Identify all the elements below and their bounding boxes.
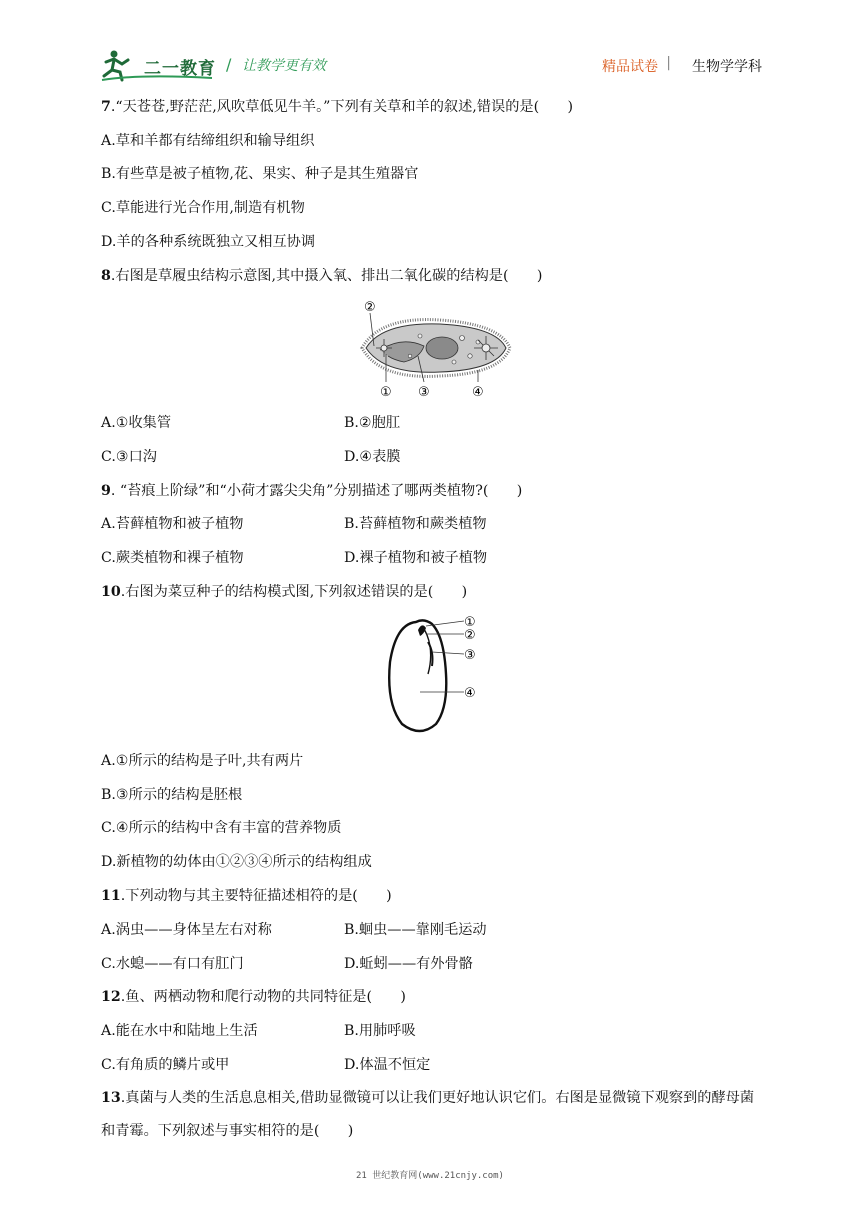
- question-number: 12: [101, 989, 121, 1005]
- q12-option-a: A.能在水中和陆地上生活: [101, 1023, 258, 1039]
- label-1: ①: [464, 615, 476, 630]
- label-3: ③: [418, 385, 430, 400]
- label-4: ④: [472, 385, 484, 400]
- question-text: .鱼、两栖动物和爬行动物的共同特征是( ): [120, 989, 406, 1005]
- brand-slogan: 让教学更有效: [242, 58, 326, 74]
- question-9-stem: [101, 481, 522, 501]
- question-number: 11: [101, 888, 121, 904]
- q10-option-d: D.新植物的幼体由①②③④所示的结构组成: [101, 854, 372, 870]
- question-number: 8: [101, 268, 111, 284]
- q9-option-a: A.苔藓植物和被子植物: [101, 516, 244, 532]
- question-7-stem: [101, 97, 573, 117]
- question-10-stem: [101, 582, 467, 602]
- q11-option-a: A.涡虫——身体呈左右对称: [101, 922, 272, 938]
- paper-category: 精品试卷: [602, 59, 658, 75]
- question-text: .“天苍苍,野茫茫,风吹草低见牛羊。”下列有关草和羊的叙述,错误的是( ): [110, 99, 574, 115]
- question-text: .下列动物与其主要特征描述相符的是( ): [120, 888, 392, 904]
- question-13-stem: [101, 1082, 763, 1148]
- question-text: . “苔痕上阶绿”和“小荷才露尖尖角”分别描述了哪两类植物?( ): [110, 483, 523, 499]
- q11-option-b: B.蛔虫——靠刚毛运动: [344, 922, 487, 938]
- question-text: .右图是草履虫结构示意图,其中摄入氧、排出二氧化碳的结构是( ): [110, 268, 543, 284]
- q8-option-c: C.③口沟: [101, 449, 157, 465]
- q12-option-d: D.体温不恒定: [344, 1057, 431, 1073]
- question-8-stem: [101, 266, 542, 286]
- label-2: ②: [364, 300, 376, 315]
- q7-option-a: A.草和羊都有结缔组织和输导组织: [101, 133, 315, 149]
- q10-option-a: A.①所示的结构是子叶,共有两片: [101, 753, 304, 769]
- question-number: 13: [101, 1090, 121, 1106]
- question-number: 10: [101, 584, 121, 600]
- nucleus: [426, 337, 458, 359]
- q8-option-b: B.②胞肛: [344, 415, 401, 431]
- header-slash: /: [226, 55, 232, 74]
- question-12-stem: [101, 987, 406, 1007]
- q7-option-c: C.草能进行光合作用,制造有机物: [101, 200, 305, 216]
- header-separator: |: [666, 55, 671, 71]
- label-1: ①: [380, 385, 392, 400]
- q7-option-b: B.有些草是被子植物,花、果实、种子是其生殖器官: [101, 166, 419, 182]
- q8-option-a: A.①收集管: [101, 415, 172, 431]
- label-4: ④: [464, 686, 476, 701]
- q12-option-b: B.用肺呼吸: [344, 1023, 416, 1039]
- question-text: .右图为菜豆种子的结构模式图,下列叙述错误的是( ): [120, 584, 468, 600]
- q12-option-c: C.有角质的鳞片或甲: [101, 1057, 230, 1073]
- label-2: ②: [464, 628, 476, 643]
- q9-option-c: C.蕨类植物和裸子植物: [101, 550, 244, 566]
- q8-option-d: D.④表膜: [344, 449, 401, 465]
- q11-option-d: D.蚯蚓——有外骨骼: [344, 956, 473, 972]
- q10-option-c: C.④所示的结构中含有丰富的营养物质: [101, 820, 342, 836]
- question-text: .真菌与人类的生活息息相关,借助显微镜可以让我们更好地认识它们。右图是显微镜下观察到的酵母菌和青霉。下列叙述与事实相符的是( ): [101, 1090, 755, 1139]
- subject-label: 生物学学科: [692, 59, 762, 75]
- question-11-stem: [101, 886, 392, 906]
- paramecium-diagram: [350, 296, 520, 400]
- q11-option-c: C.水螅——有口有肛门: [101, 956, 244, 972]
- seed-coat: [389, 620, 446, 731]
- q9-option-b: B.苔藓植物和蕨类植物: [344, 516, 487, 532]
- page-footer: 21 世纪教育网(www.21cnjy.com): [356, 1171, 504, 1181]
- question-number: 9: [101, 483, 111, 499]
- q9-option-d: D.裸子植物和被子植物: [344, 550, 488, 566]
- brand-name: 二一教育: [144, 59, 216, 79]
- q7-option-d: D.羊的各种系统既独立又相互协调: [101, 234, 316, 250]
- label-3: ③: [464, 648, 476, 663]
- bean-seed-diagram: [380, 612, 490, 736]
- page-header: [100, 40, 762, 86]
- q10-option-b: B.③所示的结构是胚根: [101, 787, 243, 803]
- question-number: 7: [101, 99, 111, 115]
